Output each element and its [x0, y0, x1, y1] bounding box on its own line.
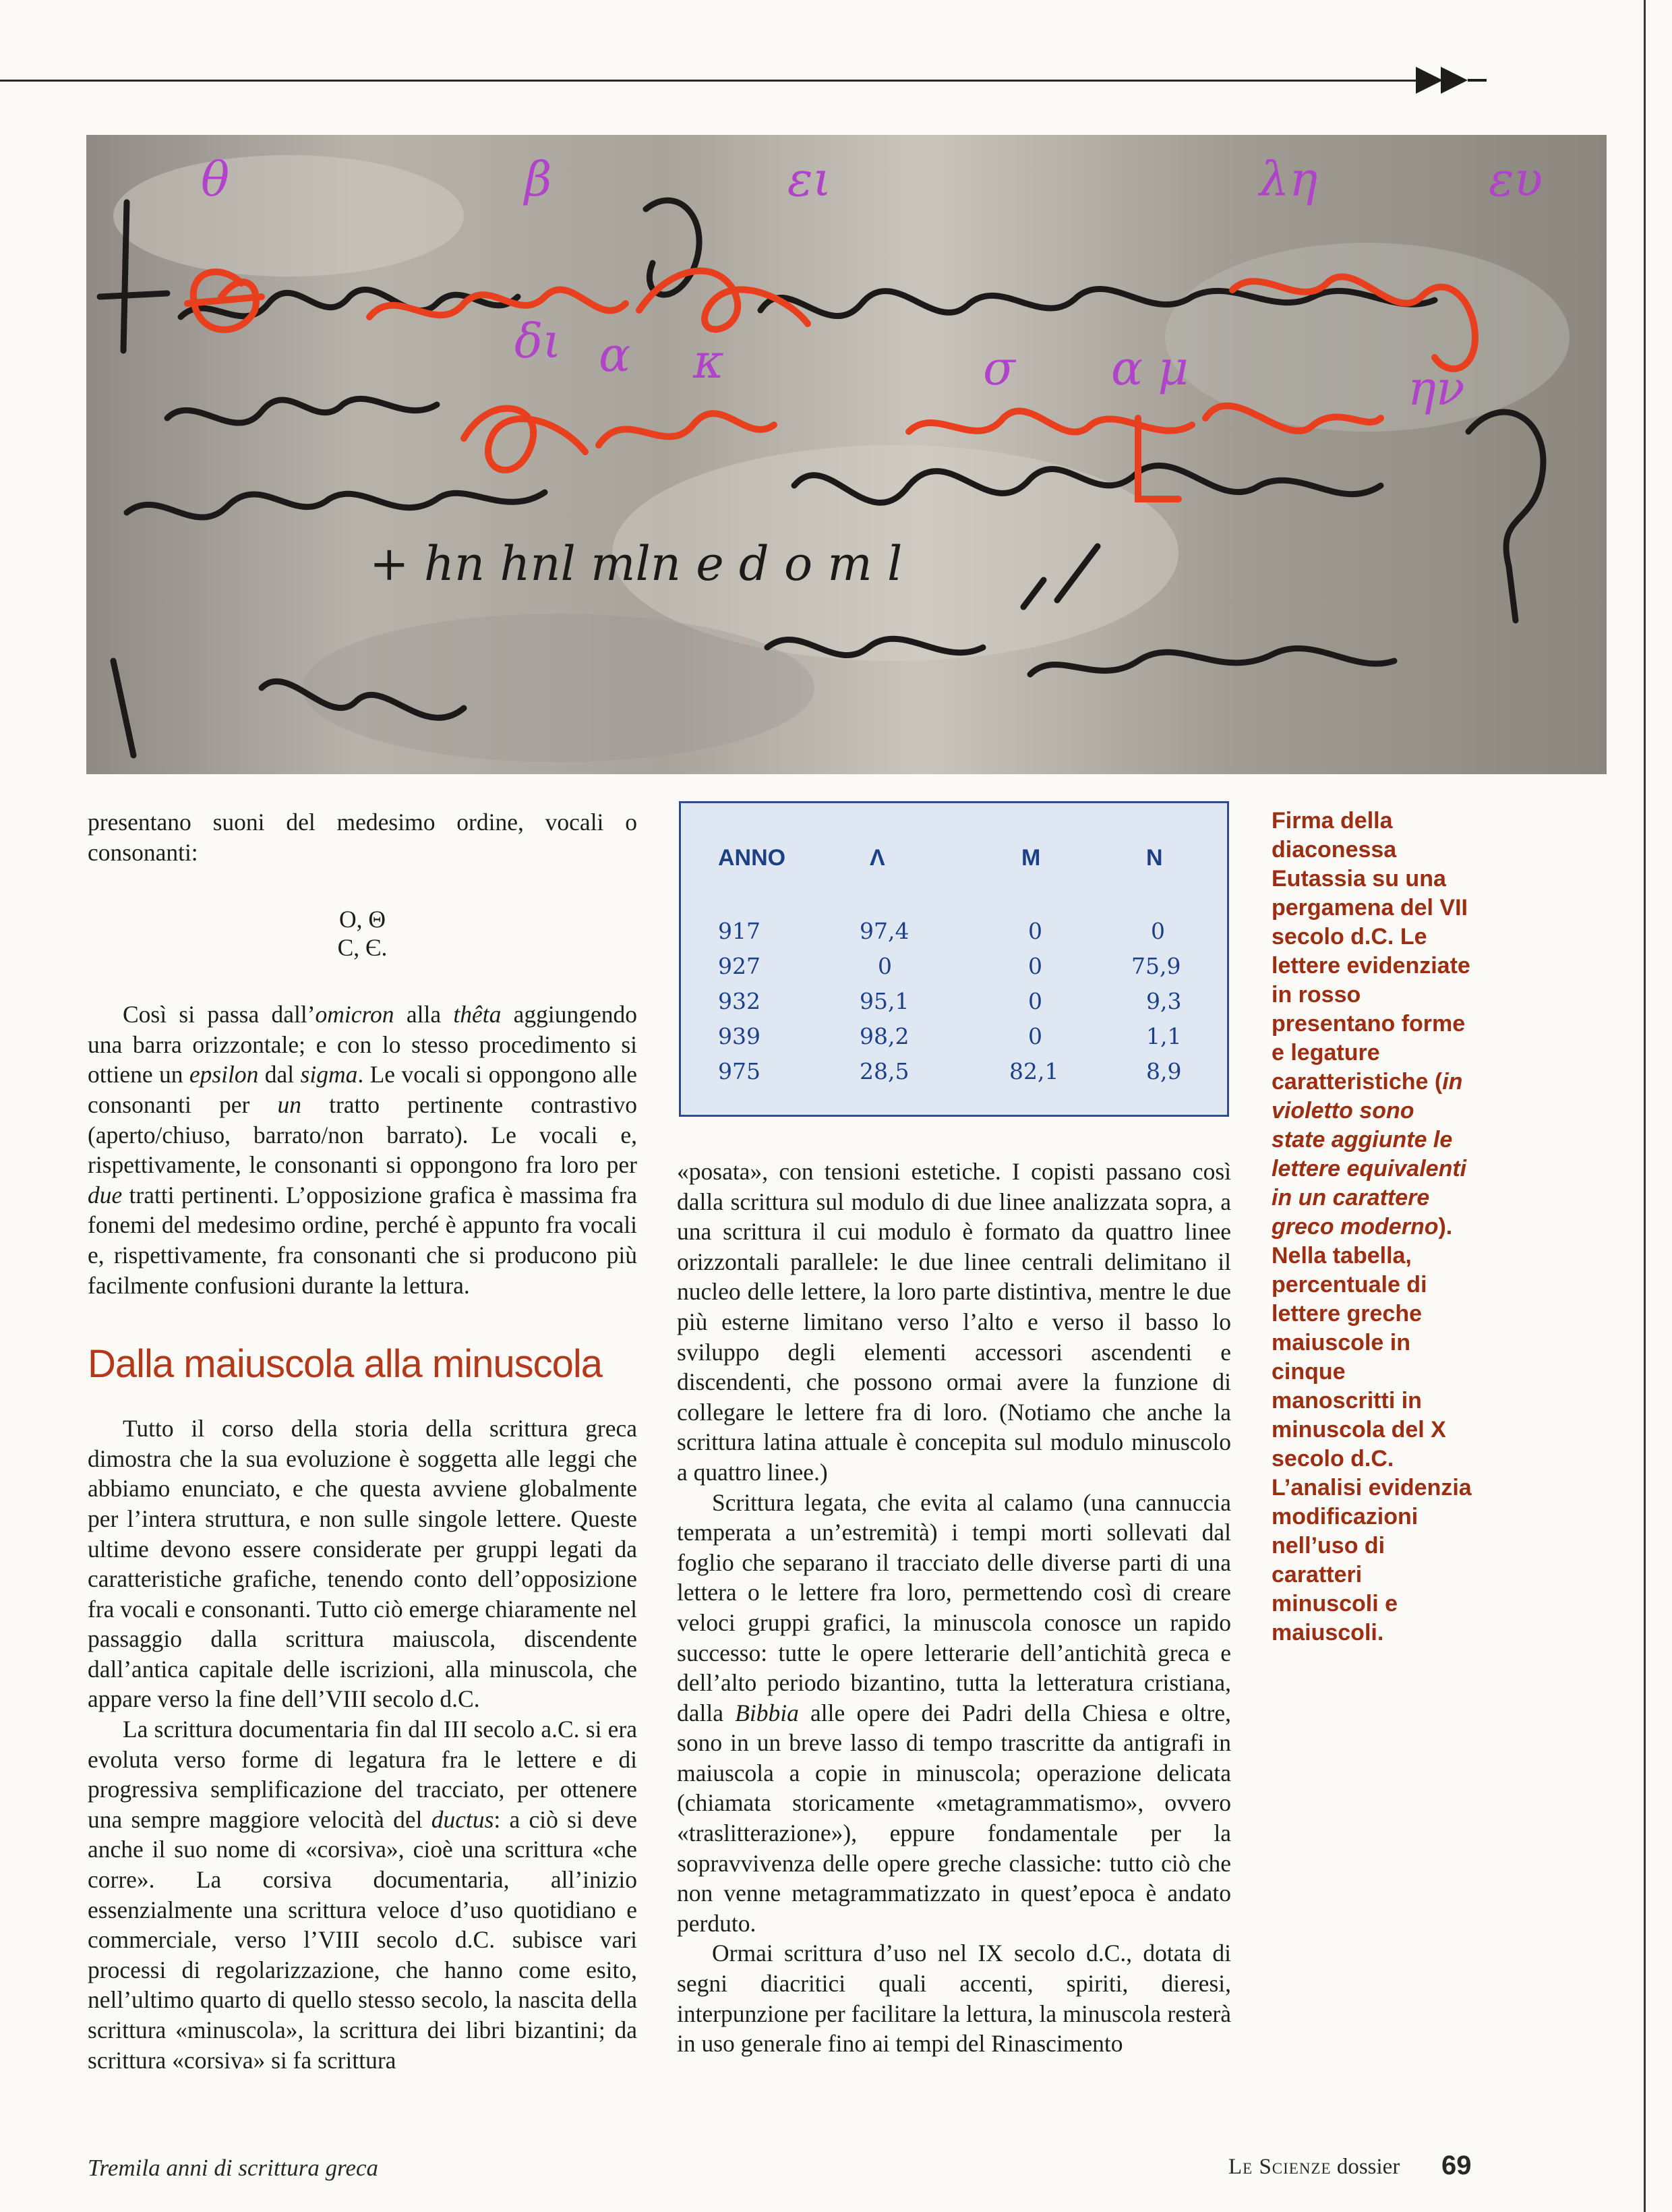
table-cell-year: 975: [718, 1058, 760, 1084]
formula-line-sigma-epsilon: C, Є.: [337, 934, 388, 962]
magazine-name: Le Scienze dossier: [1228, 2155, 1400, 2179]
paragraph: La scrittura documentaria fin dal III secolo a.C. si era evoluta verso forme di legatura fra le lettere e di progressiva semplificazione del tracciato, per ottenere una sempre maggiore velocità del ductus: a ciò si deve anche il suo nome di «corsiva», cioè una scrittura «che corre». La corsiva documentaria, all’inizio essenzialmente una scrittura veloce d’uso quotidiano e commerciale, verso l’VIII secolo d.C. subisce vari processi di regolarizzazione, che hanno come esito, nell’ultimo quarto di quello stesso secolo, la nascita della scrittura «minuscola», la scrittura dei libri bizantini; da scrittura «corsiva» si fa scrittura: [88, 1716, 638, 2074]
figure-caption: Firma della diaconessa Eutassia su una pergamena del VII secolo d.C. Le lettere evidenziate in rosso presentano forme e legature caratteristiche (in violetto sono state aggiunte le lettere equivalenti in un carattere greco moderno). Nella tabella, percentuale di lettere greche maiuscole in cinque manoscritti in minuscola del X secolo d.C. L’analisi evidenzia modificazioni nell’uso di caratteri minuscoli e maiuscoli.: [1272, 808, 1472, 1646]
table-cell-mu: 0: [1028, 953, 1042, 979]
latin-inscription: + hn hnl mln e d o m l: [369, 536, 903, 591]
paragraph: Ormai scrittura d’uso nel IX secolo d.C., dotata di segni diacritici quali accenti, spiriti, dieresi, interpunzione per facilitare la lettura, la minuscola resterà in uso generale fino ai tempi del Rinascimento: [677, 1940, 1231, 2058]
table-cell-lambda: 97,4: [860, 918, 909, 944]
paragraph: «posata», con tensioni estetiche. I copisti passano così dalla scrittura sul modulo di due linee analizzata sopra, a una scrittura il cui modulo è formato da quattro linee orizzontali parallele: le due linee centrali delimitano il nucleo delle lettere, la loro parte distintiva, mentre le due più esterne limitano verso l’alto e verso il basso lo sviluppo degli elementi accessori ascendenti e discendenti, che possono ormai avere la funzione di collegare le lettere fra di loro. (Notiamo che anche la scrittura latina attuale è concepita sul modulo minuscolo a quattro linee.): [677, 1158, 1231, 1486]
formula-line-omicron-theta: O, Θ: [338, 906, 386, 933]
table-cell-mu: 0: [1028, 918, 1042, 944]
table-cell-year: 939: [718, 1023, 760, 1049]
letter-percentage-table: [679, 801, 1229, 1117]
greek-label-alpha-mu: α μ: [1111, 341, 1189, 396]
table-cell-nu: 1,1: [1146, 1023, 1182, 1049]
table-cell-lambda: 0: [878, 953, 892, 979]
table-header-mu: M: [1021, 845, 1041, 871]
manuscript-drawing: [86, 135, 1607, 774]
greek-label-le: λη: [1259, 152, 1318, 207]
table-cell-nu: 8,9: [1146, 1058, 1182, 1084]
greek-label-beta: β: [525, 152, 552, 207]
greek-label-di: δι: [514, 314, 562, 369]
greek-label-en: ην: [1408, 361, 1465, 416]
page-binding-edge: [1644, 0, 1646, 2212]
table-cell-nu: 75,9: [1131, 953, 1181, 979]
running-footer-title: Tremila anni di scrittura greca: [88, 2155, 379, 2181]
table-cell-year: 927: [718, 953, 760, 979]
page-number: 69: [1441, 2151, 1472, 2180]
next-page-arrows-icon: [1412, 63, 1487, 97]
paragraph: Scrittura legata, che evita al calamo (una cannuccia temperata a un’estremità) i tempi morti sollevati dal foglio che separano il tracciato delle diverse parti di una lettera o le lettere fra loro, permettendo così di creare veloci gruppi grafici, la minuscola conosce un rapido successo: tutte le opere letterarie dell’antichità greca e dell’alto periodo bizantino, tutta la letteratura cristiana, dalla Bibbia alle opere dei Padri della Chiesa e oltre, sono in un breve lasso di tempo trascritte da antigrafi in maiuscola a copie in minuscola; operazione delicata (chiamata storicamente «metagrammatismo», ovvero «traslitterazione»), eppure fondamentale per la sopravvivenza delle opere greche classiche: tutto ciò che non venne metagrammatizzato in quest’epoca è andato perduto.: [677, 1488, 1231, 1937]
greek-label-kappa: κ: [693, 334, 724, 389]
table-cell-lambda: 98,2: [860, 1023, 909, 1049]
greek-label-theta: θ: [201, 152, 230, 207]
table-cell-mu: 0: [1028, 988, 1042, 1014]
theta-symbol: Θ: [368, 906, 386, 933]
top-rule: [0, 80, 1423, 82]
table-header-anno: ANNO: [718, 845, 786, 871]
table-cell-nu: 9,3: [1146, 988, 1182, 1014]
table-cell-nu: 0: [1151, 918, 1165, 944]
table-header-lambda: Λ: [870, 845, 885, 871]
table-cell-year: 932: [718, 988, 760, 1014]
greek-label-ei: ει: [787, 152, 832, 207]
table-cell-lambda: 95,1: [860, 988, 909, 1014]
paragraph: presentano suoni del medesimo ordine, vocali o consonanti:: [88, 809, 637, 866]
table-cell-mu: 0: [1028, 1023, 1042, 1049]
section-heading: Dalla maiuscola alla minuscola: [88, 1342, 603, 1387]
greek-label-sigma: σ: [983, 341, 1015, 396]
greek-label-eu: ευ: [1489, 152, 1543, 207]
left-column: [88, 807, 637, 2075]
table-cell-mu: 82,1: [1009, 1058, 1059, 1084]
manuscript-image: [86, 135, 1607, 774]
table-cell-year: 917: [718, 918, 760, 944]
table-cell-lambda: 28,5: [860, 1058, 909, 1084]
greek-label-alpha: α: [599, 327, 631, 382]
table-header-nu: N: [1146, 845, 1163, 871]
formula-block: [88, 867, 637, 999]
paragraph: Tutto il corso della storia della scrittura greca dimostra che la sua evoluzione è soggetta alle leggi che abbiamo enunciato, e che questa avviene globalmente per l’intera struttura, e non sulle singole lettere. Queste ultime devono essere considerate per gruppi legati da caratteristiche grafiche, tenendo conto dell’opposizione fra vocali e consonanti. Tutto ciò emerge chiaramente nel passaggio dalla scrittura maiuscola, discendente dall’antica capitale delle iscrizioni, alla minuscola, che appare verso la fine dell’VIII secolo d.C.: [88, 1415, 637, 1713]
paragraph: Così si passa dall’omicron alla thêta aggiungendo una barra orizzontale; e con lo stesso procedimento si ottiene un epsilon dal sigma. Le vocali si oppongono alle consonanti per un tratto pertinente contrastivo (aperto/chiuso, barrato/non barrato). Le vocali e, rispettivamente, le consonanti si oppongono fra loro per due tratti pertinenti. L’opposizione grafica è massima fra fonemi del medesimo ordine, perché è appunto fra vocali e, rispettivamente, fra consonanti che si producono più facilmente confusioni durante la lettura.: [88, 1001, 637, 1299]
middle-column: [677, 1157, 1231, 2059]
